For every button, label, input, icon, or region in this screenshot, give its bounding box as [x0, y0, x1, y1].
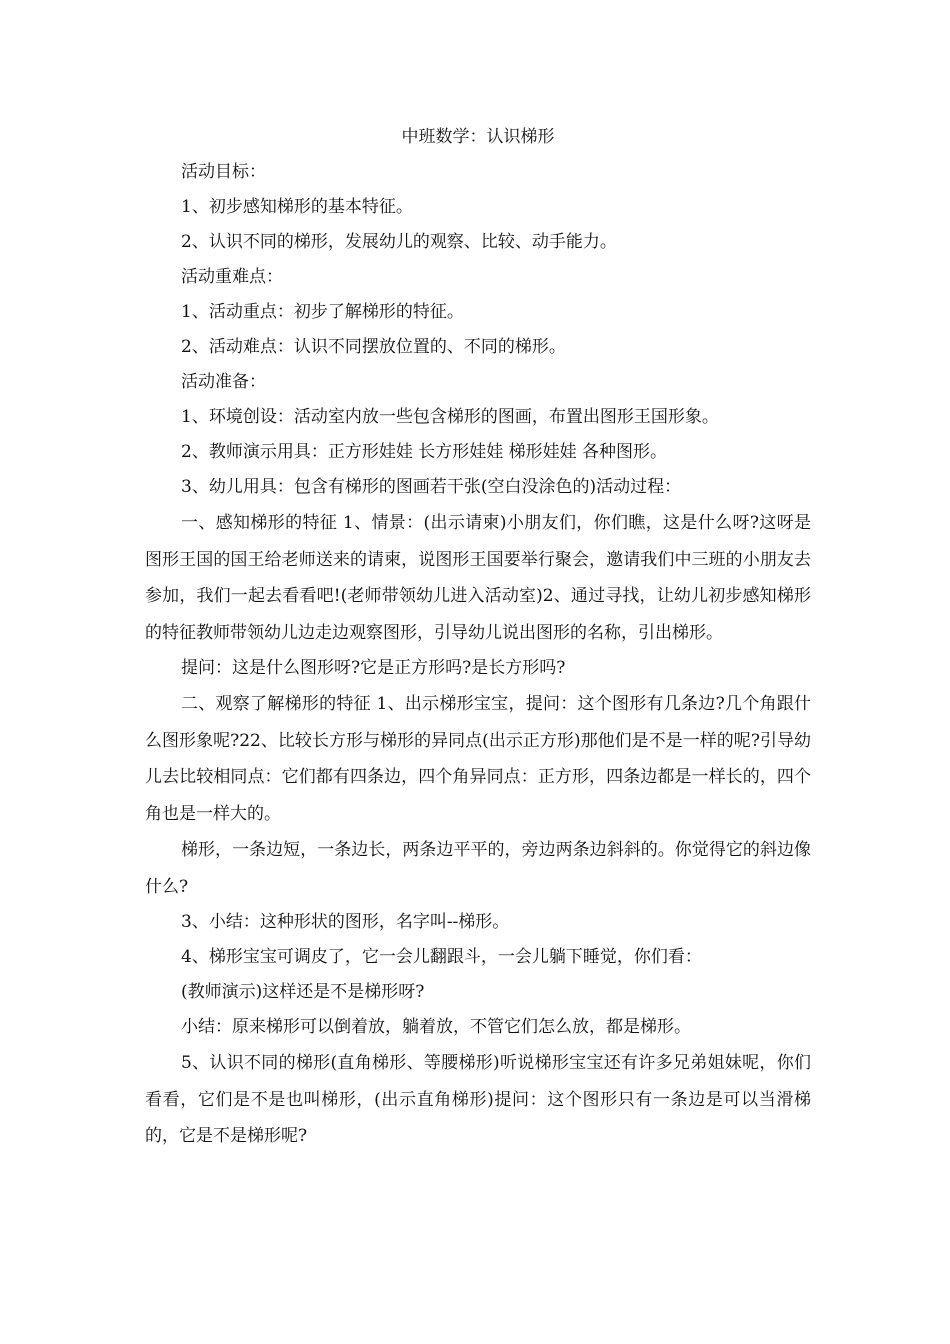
heading-goals: 活动目标： [181, 162, 266, 182]
flip-line: 4、梯形宝宝可调皮了，它一会儿翻跟斗，一会儿躺下睡觉，你们看： [181, 947, 702, 967]
summary-line: 3、小结：这种形状的图形，名字叫--梯形。 [181, 912, 510, 932]
different-trapezoids-paragraph: 5、认识不同的梯形(直角梯形、等腰梯形)听说梯形宝宝还有许多兄弟姐妹呢，你们看看，它们是不是也叫梯形，(出示直角梯形)提问：这个图形只有一条边是可以当滑梯的，它是不是梯形呢? [145, 1053, 811, 1146]
key-point-item-2: 2、活动难点：认识不同摆放位置的、不同的梯形。 [181, 337, 566, 357]
demo-line: (教师演示)这样还是不是梯形呀? [181, 982, 425, 1002]
document-title: 中班数学：认识梯形 [401, 127, 555, 147]
preparation-item-3: 3、幼儿用具：包含有梯形的图画若干张(空白没涂色的)活动过程： [181, 477, 682, 497]
key-point-item-1: 1、活动重点：初步了解梯形的特征。 [181, 302, 464, 322]
trapezoid-description-paragraph: 梯形，一条边短，一条边长，两条边平平的，旁边两条边斜斜的。你觉得它的斜边像什么? [145, 840, 811, 897]
process-part-1-paragraph: 一、感知梯形的特征 1、情景：(出示请柬)小朋友们，你们瞧，这是什么呀?这呀是图形王国的国王给老师送来的请柬，说图形王国要举行聚会，邀请我们中三班的小朋友去参加，我们一起去看看吧!(老师带领幼儿进入活动室)2、通过寻找，让幼儿初步感知梯形的特征教师带领幼儿边走边观察图形，引导幼儿说出图形的名称，引出梯形。 [145, 513, 811, 643]
question-line: 提问：这是什么图形呀?它是正方形吗?是长方形吗? [181, 658, 566, 678]
goal-item-2: 2、认识不同的梯形，发展幼儿的观察、比较、动手能力。 [181, 232, 617, 252]
heading-key-points: 活动重难点： [181, 267, 283, 287]
goal-item-1: 1、初步感知梯形的基本特征。 [181, 197, 413, 217]
preparation-item-2: 2、教师演示用具：正方形娃娃 长方形娃娃 梯形娃娃 各种图形。 [181, 442, 668, 462]
preparation-item-1: 1、环境创设：活动室内放一些包含梯形的图画，布置出图形王国形象。 [181, 407, 719, 427]
process-part-2-paragraph: 二、观察了解梯形的特征 1、出示梯形宝宝，提问：这个图形有几条边?几个角跟什么图形象呢?22、比较长方形与梯形的异同点(出示正方形)那他们是不是一样的呢?引导幼儿去比较相同点：它们都有四条边，四个角异同点：正方形，四条边都是一样长的，四个角也是一样大的。 [145, 694, 811, 824]
heading-preparation: 活动准备： [181, 372, 266, 392]
document-page [145, 120, 811, 1155]
summary-2-line: 小结：原来梯形可以倒着放，躺着放，不管它们怎么放，都是梯形。 [181, 1017, 691, 1037]
